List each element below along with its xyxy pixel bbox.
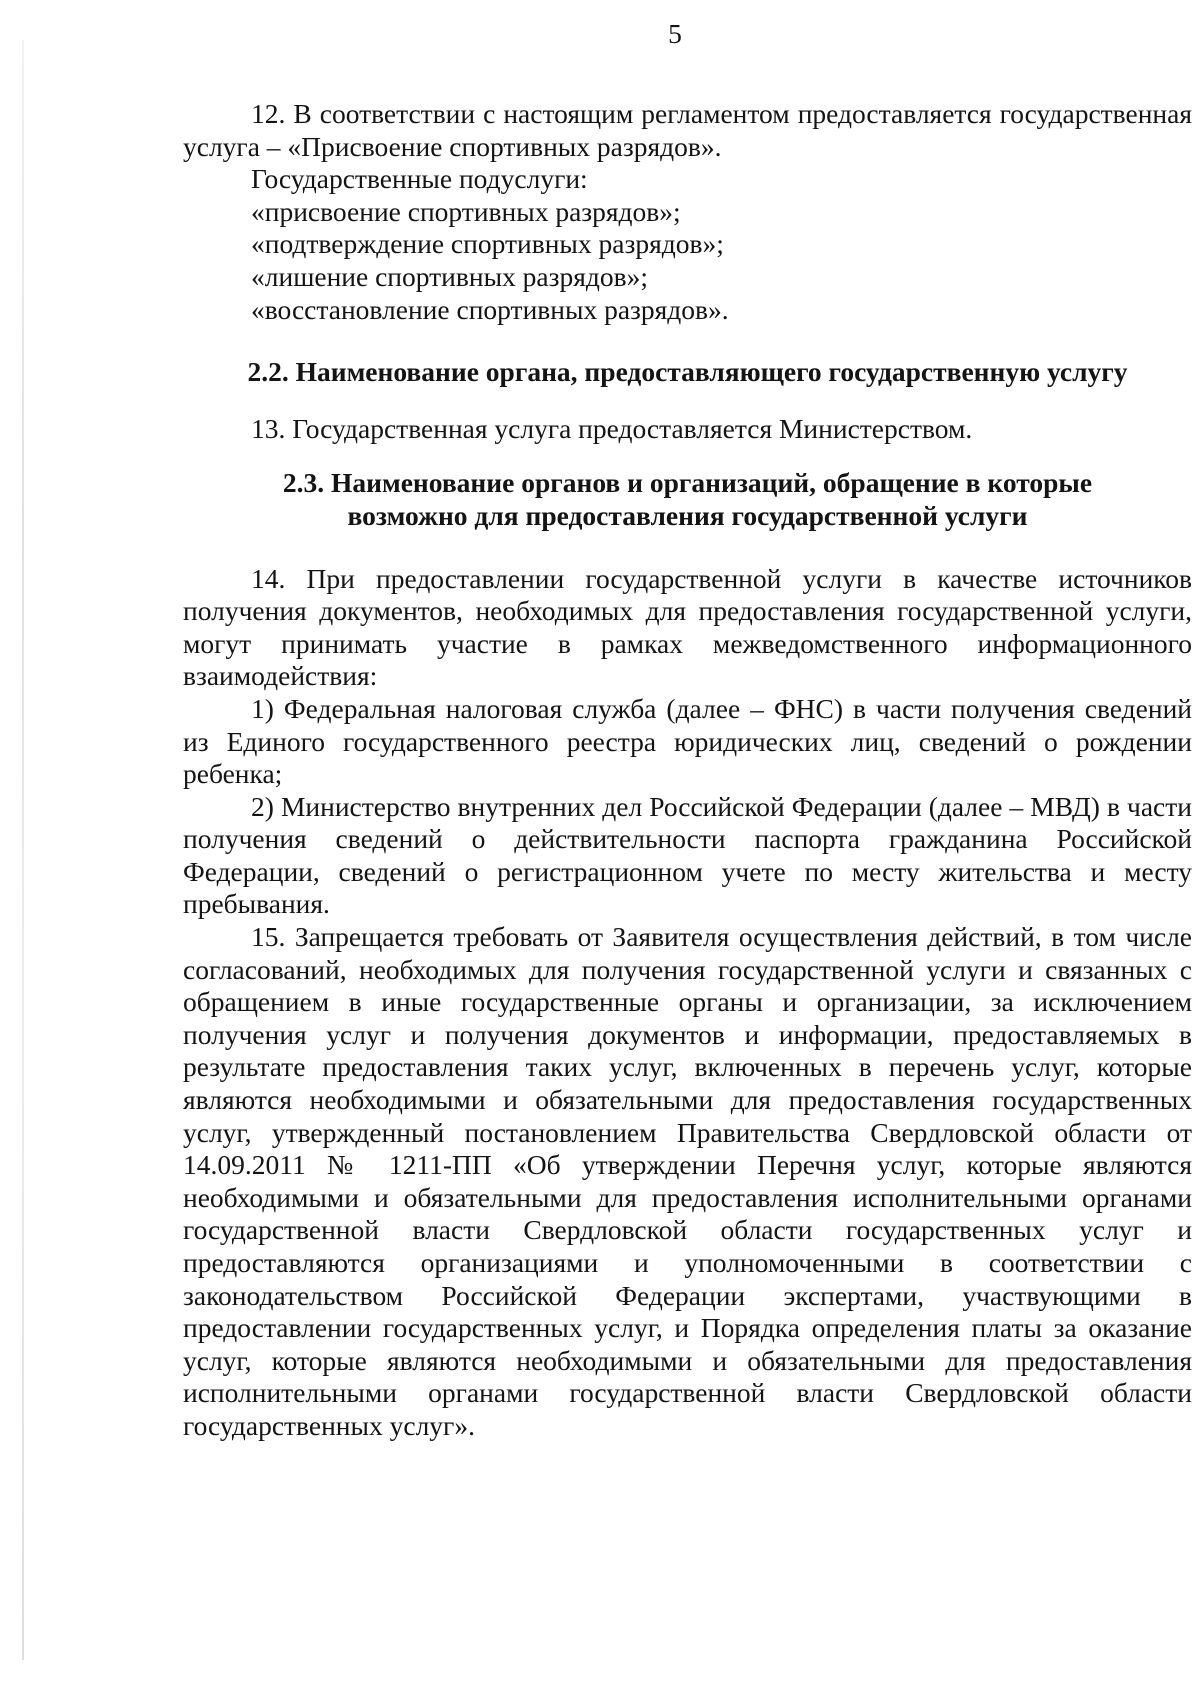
subservices-title: Государственные подуслуги: <box>251 163 588 195</box>
paragraph-12: 12. В соответствии с настоящим регламентом предоставляется государственная услуга – «Присвоение спортивных разрядов». <box>183 98 1192 162</box>
subservice-item: «восстановление спортивных разрядов». <box>251 293 729 325</box>
section-heading-2-3-line-1: 2.3. Наименование органов и организаций, обращение в которые <box>282 467 1093 499</box>
subservice-item: «присвоение спортивных разрядов»; <box>251 195 681 227</box>
paragraph-15: 15. Запрещается требовать от Заявителя осуществления действий, в том числе согласований, необходимых для получения государственной услуги и связанных с обращением в иные государственные органы и организации, за исключением получения услуг и получения документов и информации, предоставляемых в результате предоставления таких услуг, включенных в перечень услуг, которые являются необходимыми и обязательными для предоставления государственных услуг, утвержденный постановлением Правительства Свердловской области от 14.09.2011 № 1211-ПП «Об утверждении Перечня услуг, которые являются необходимыми и обязательными для предоставления исполнительными органами государственной власти Свердловской области государственных услуг и предоставляются организациями и уполномоченными в соответствии с законодательством Российской Федерации экспертами, участвующими в предоставлении государственных услуг, и Порядка определения платы за оказание услуг, которые являются необходимыми и обязательными для предоставления исполнительными органами государственной власти Свердловской области государственных услуг». <box>183 921 1192 1441</box>
section-heading-2-2: 2.2. Наименование органа, предоставляющего государственную услугу <box>247 356 1128 388</box>
subservice-item: «лишение спортивных разрядов»; <box>251 260 649 292</box>
paragraph-14-item-1: 1) Федеральная налоговая служба (далее – ФНС) в части получения сведений из Единого государственного реестра юридических лиц, сведений о рождении ребенка; <box>183 692 1192 790</box>
subservice-item: «подтверждение спортивных разрядов»; <box>251 228 724 260</box>
section-heading-2-3 <box>183 467 1192 532</box>
page-number: 5 <box>668 18 682 49</box>
paragraph-14: 14. При предоставлении государственной услуги в качестве источников получения документов, необходимых для предоставления государственной услуги, могут принимать участие в рамках межведомственного информационного взаимодействия: <box>183 562 1192 692</box>
scan-edge-shadow <box>22 40 24 1660</box>
paragraph-13: 13. Государственная услуга предоставляется Министерством. <box>251 412 973 444</box>
document-body <box>183 98 1192 1443</box>
paragraph-14-item-2: 2) Министерство внутренних дел Российской Федерации (далее – МВД) в части получения сведений о действительности паспорта гражданина Российской Федерации, сведений о регистрационном учете по месту жительства и месту пребывания. <box>183 790 1192 920</box>
section-heading-2-3-line-2: возможно для предоставления государственной услуги <box>347 499 1028 531</box>
